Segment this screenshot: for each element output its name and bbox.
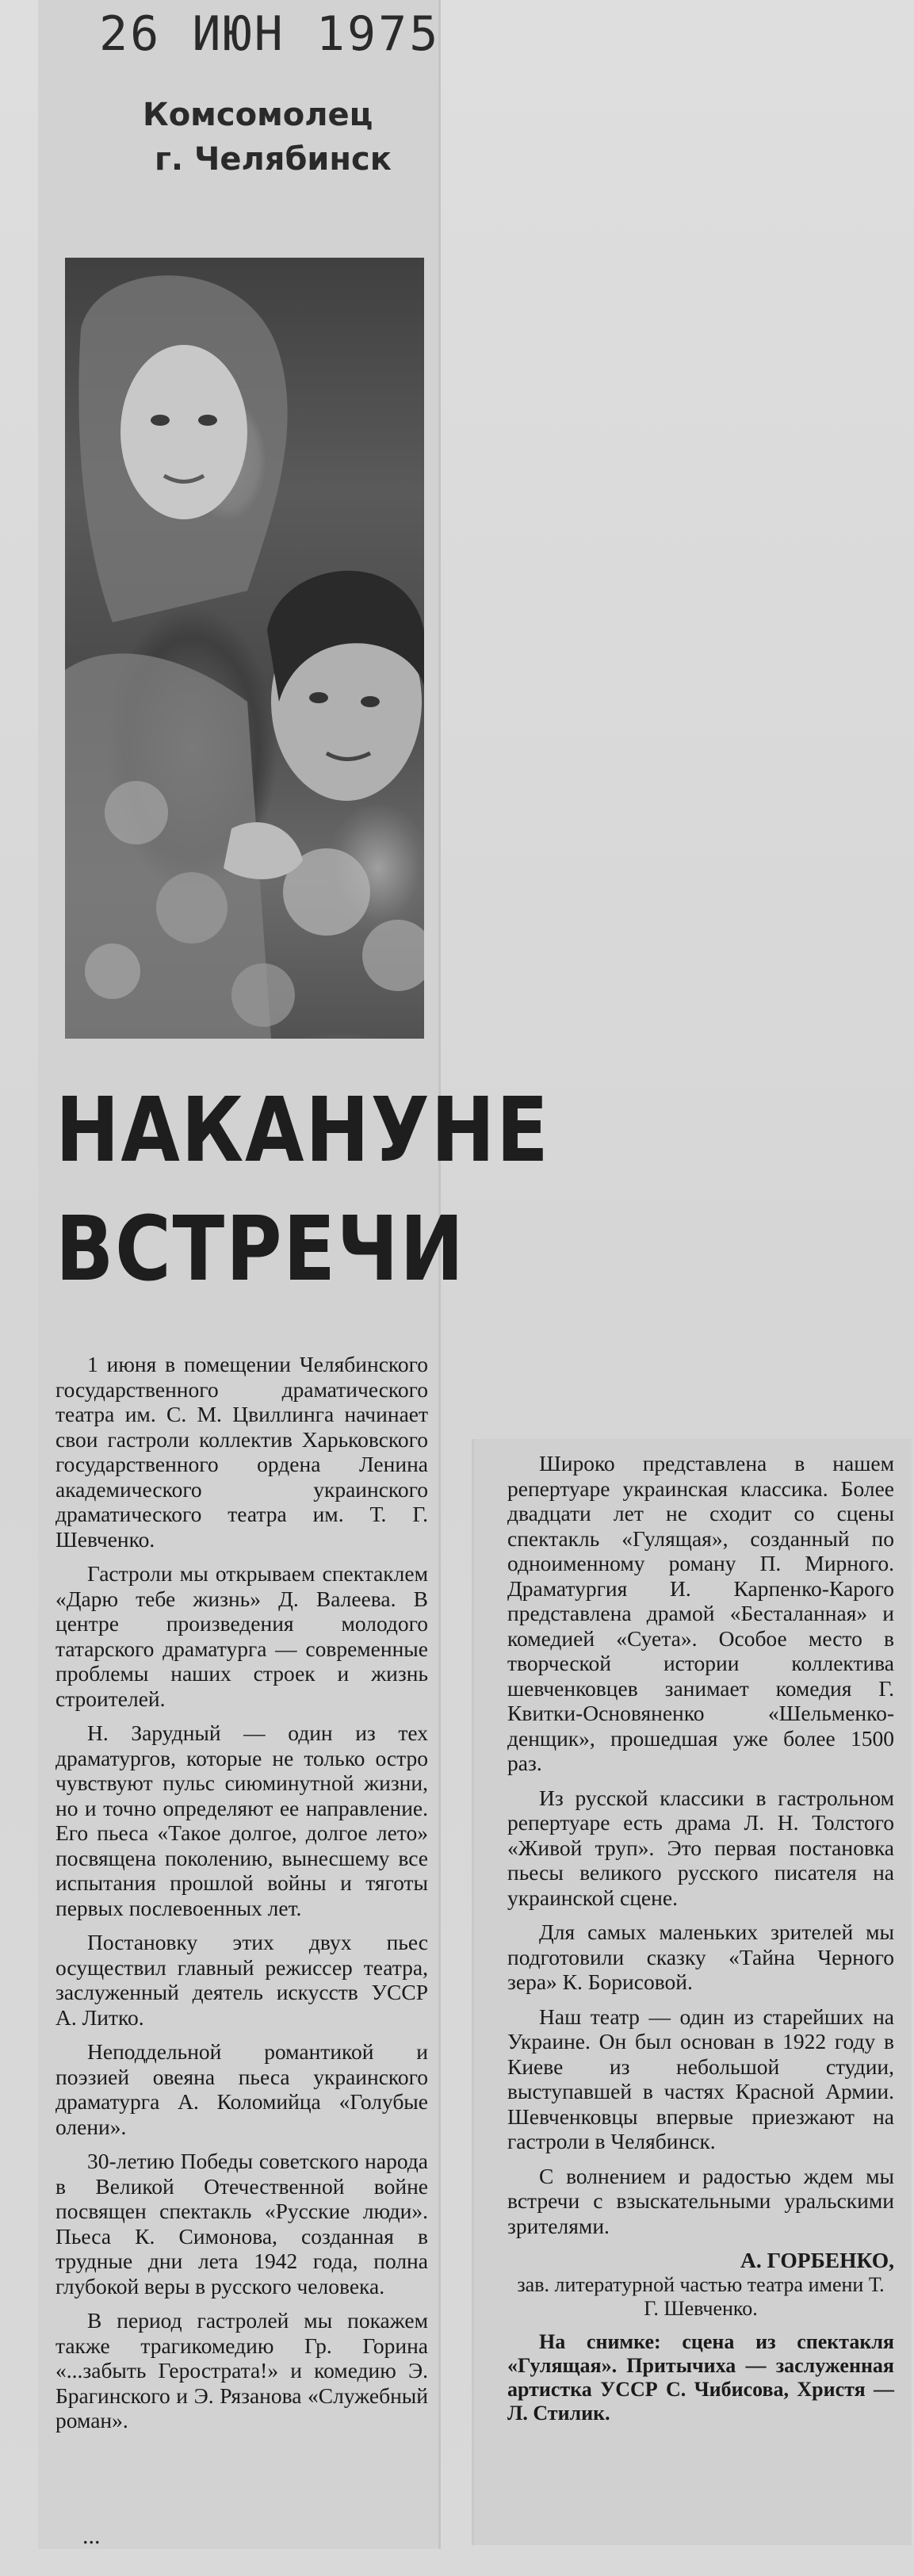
article-paragraph: Гастроли мы открываем спектаклем «Дарю тебе жизнь» Д. Валеева. В центре произведения молодого татарского драматурга — современные проблемы наших строек и жизнь строителей.	[55, 1561, 428, 1711]
article-paragraph: Наш театр — один из старейших на Украине. Он был основан в 1922 году в Киеве из небольшой студии, выступавшей в частях Красной Армии. Шевченковцы впервые приезжают на гастроли в Челябинск.	[507, 2004, 894, 2153]
article-paragraph: Широко представлена в нашем репертуаре украинская классика. Более двадцати лет не сходит со сцены спектакль «Гулящая», созданный по одноименному роману П. Мирного. Драматургия И. Карпенко-Карого представлена драмой «Бесталанная» и комедией «Суета». Особое место в творческой истории коллектива шевченковцев занимает комедия Г. Квитки-Основяненко «Шельменко-денщик», прошедшая уже более 1500 раз.	[507, 1451, 894, 1775]
article-paragraph: В период гастролей мы покажем также трагикомедию Гр. Горина «...забыть Герострата!» и комедию Э. Брагинского и Э. Рязанова «Служебный роман».	[55, 2308, 428, 2432]
article-paragraph: Для самых маленьких зрителей мы подготовили сказку «Тайна Черного зера» К. Борисовой.	[507, 1920, 894, 1994]
article-photo	[65, 258, 424, 1039]
photo-caption: На снимке: сцена из спектакля «Гулящая». Притычиха — заслуженная артистка УССР С. Чибисова, Христя — Л. Стилик.	[507, 2329, 894, 2425]
article-paragraph: Н. Зарудный — один из тех драматургов, которые не только остро чувствуют пульс сиюминутной жизни, но и точно определяют ее направление. Его пьеса «Такое долгое, долгое лето» посвящена поколению, вынесшему все испытания прошлой войны и тяготы первых послевоенных лет.	[55, 1721, 428, 1920]
article-paragraph: 1 июня в помещении Челябинского государственного драматического театра им. С. М. Цвиллинга начинает свои гастроли коллектив Харьковского государственного ордена Ленина академического украинского драматического театра им. Т. Г. Шевченко.	[55, 1352, 428, 1552]
headline-line-2: ВСТРЕЧИ	[55, 1198, 465, 1301]
author-title: зав. литературной частью театра имени Т. Г. Шевченко.	[517, 2272, 885, 2320]
column-continuation-mark: ...	[82, 2523, 101, 2549]
stamp-publication: Комсомолец	[143, 97, 373, 133]
article-paragraph: Постановку этих двух пьес осуществил главный режиссер театра, заслуженный деятель искусств УССР А. Литко.	[55, 1930, 428, 2030]
photo-figures	[65, 258, 424, 1039]
stamp-date: 26 ИЮН 1975	[99, 6, 441, 62]
article-paragraph: Из русской классики в гастрольном репертуаре есть драма Л. Н. Толстого «Живой труп». Это первая постановка пьесы великого русского писателя на украинской сцене.	[507, 1785, 894, 1910]
article-paragraph: 30-летию Победы советского народа в Великой Отечественной войне посвящен спектакль «Русские люди». Пьеса К. Симонова, созданная в трудные дни лета 1942 года, полна глубокой веры в русского человека.	[55, 2149, 428, 2298]
headline-line-1: НАКАНУНЕ	[55, 1079, 550, 1182]
author-signature: А. ГОРБЕНКО,	[740, 2248, 894, 2272]
stamp-city: г. Челябинск	[155, 141, 392, 178]
article-column-right	[507, 1451, 894, 2435]
article-paragraph: С волнением и радостью ждем мы встречи с взыскательными уральскими зрителями.	[507, 2163, 894, 2238]
article-column-left	[55, 1352, 428, 2443]
article-paragraph: Неподдельной романтикой и поэзией овеяна пьеса украинского драматурга А. Коломийца «Голубые олени».	[55, 2039, 428, 2139]
